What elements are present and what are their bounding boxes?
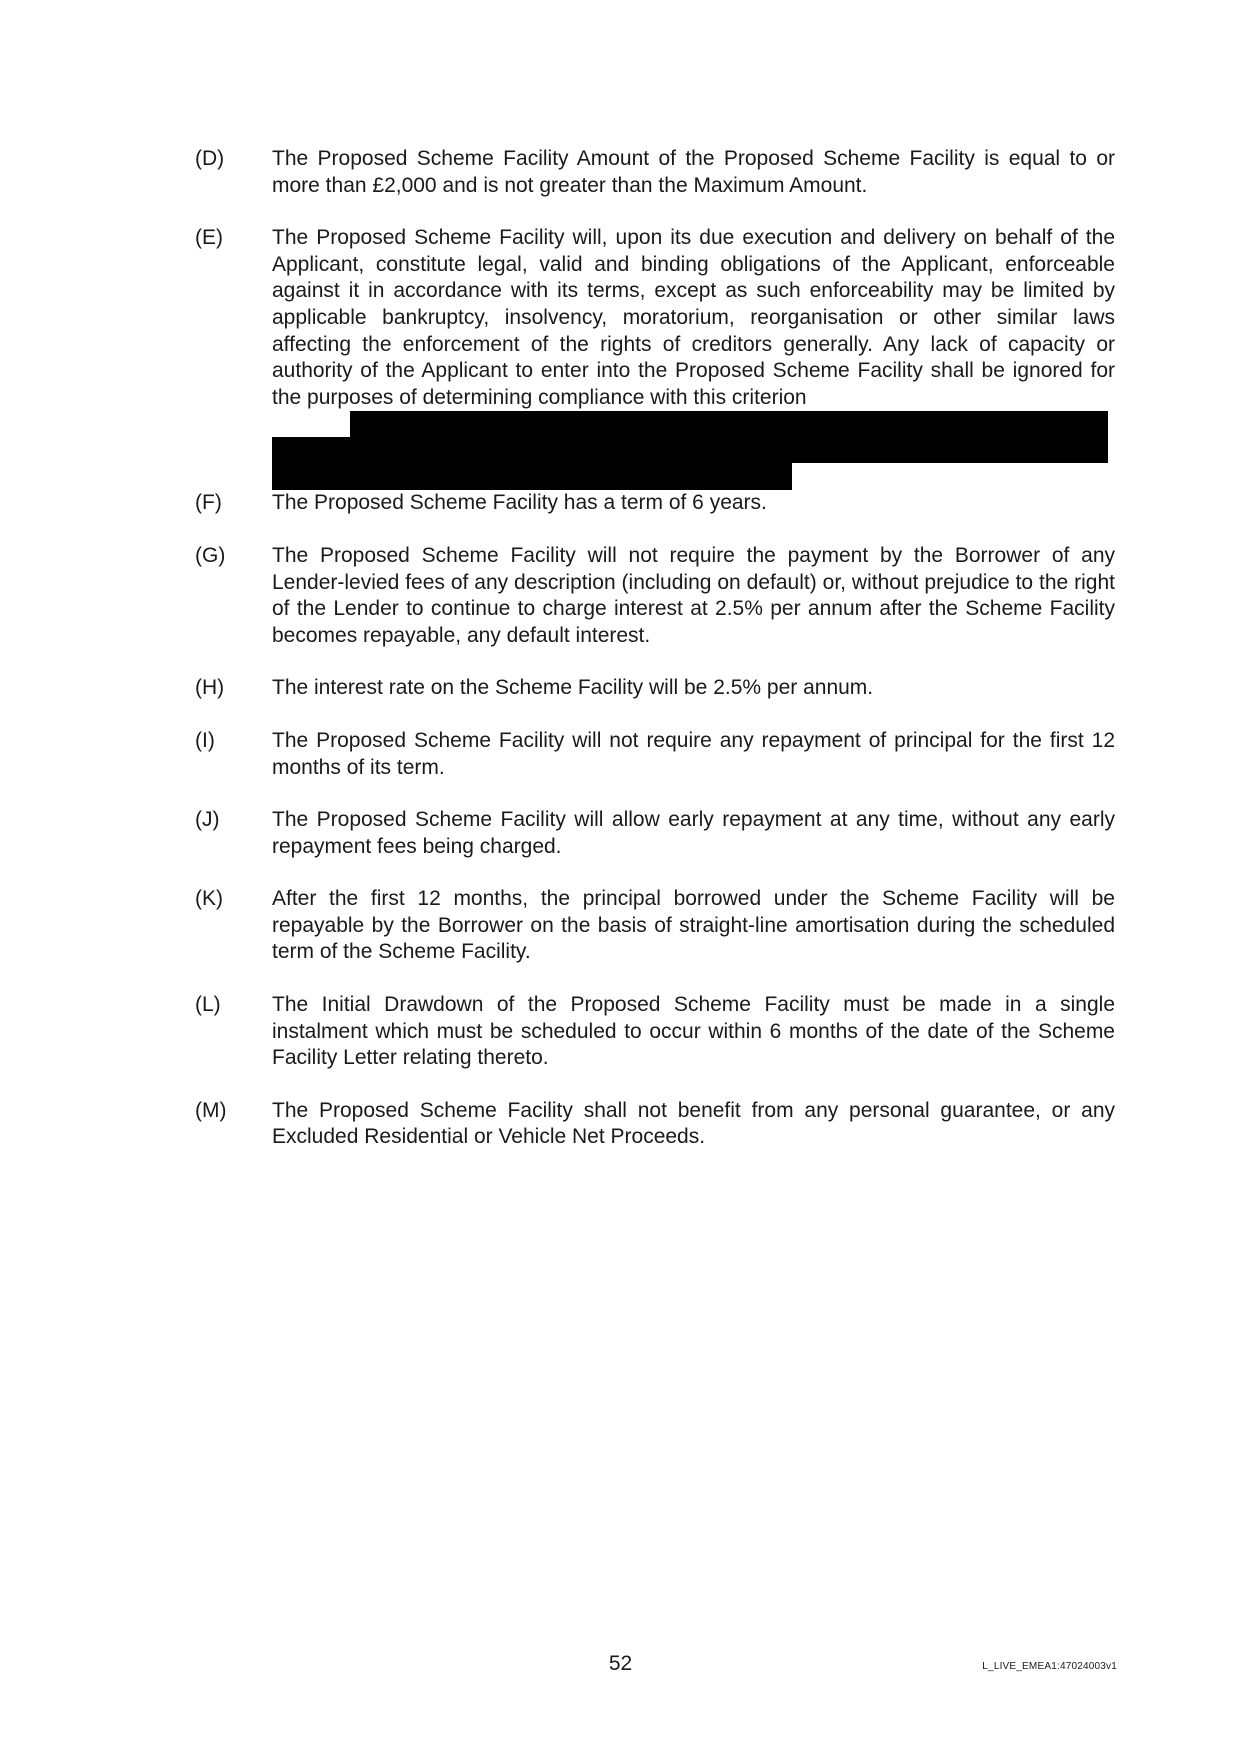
clause-l	[195, 992, 1115, 1072]
clause-label: (G)	[195, 543, 226, 567]
clause-text: After the first 12 months, the principal borrowed under the Scheme Facility will be repayable by the Borrower on the basis of straight-line amortisation during the scheduled term of the Scheme Facility.	[272, 887, 1115, 964]
clause-e	[195, 225, 1115, 464]
clause-label: (L)	[195, 993, 221, 1017]
redacted-paragraph	[272, 225, 1115, 464]
page-number: 52	[608, 1652, 633, 1675]
clause-text: The Proposed Scheme Facility will not require any repayment of principal for the first 12 months of its term.	[272, 728, 1115, 779]
clause-text: The Proposed Scheme Facility shall not benefit from any personal guarantee, or any Excluded Residential or Vehicle Net Proceeds.	[272, 1098, 1115, 1149]
clause-label: (K)	[195, 887, 223, 911]
clause-k	[195, 886, 1115, 966]
clause-label: (M)	[195, 1098, 227, 1122]
clause-j	[195, 807, 1115, 860]
clause-h	[195, 675, 1115, 702]
clause-label: (I)	[195, 728, 215, 752]
clause-text: The interest rate on the Scheme Facility will be 2.5% per annum.	[272, 676, 874, 700]
redaction-block	[272, 437, 792, 490]
clause-f	[195, 490, 1115, 517]
clause-label: (H)	[195, 676, 225, 700]
clause-label: (D)	[195, 147, 225, 170]
clause-m	[195, 1098, 1115, 1151]
clause-text: The Proposed Scheme Facility will allow early repayment at any time, without any early repayment fees being charged.	[272, 808, 1115, 858]
clause-label: (F)	[195, 491, 222, 515]
clause-text: The Proposed Scheme Facility has a term of 6 years.	[272, 491, 767, 515]
clause-g	[195, 543, 1115, 649]
clause-text: The Proposed Scheme Facility will, upon its due execution and delivery on behalf of the Applicant, constitute legal, valid and binding obligations of the Applicant, enforceable against it in accordance with its terms, except as such enforceability may be limited by applicable bankruptcy, insolvency, moratorium, reorganisation or other similar laws affecting the enforcement of the rights of creditors generally. Any lack of capacity or authority of the Applicant to enter into the Proposed Scheme Facility shall be ignored for the purposes of determining compliance with this criterion	[272, 226, 1115, 409]
clause-d	[195, 146, 1115, 199]
clause-label: (J)	[195, 808, 220, 832]
clause-i	[195, 728, 1115, 781]
clause-list	[195, 146, 1115, 1177]
clause-text: The Initial Drawdown of the Proposed Scheme Facility must be made in a single instalment which must be scheduled to occur within 6 months of the date of the Scheme Facility Letter relating thereto.	[272, 993, 1115, 1070]
document-reference: L_LIVE_EMEA1:47024003v1	[982, 1661, 1117, 1672]
clause-text: The Proposed Scheme Facility will not require the payment by the Borrower of any Lender-levied fees of any description (including on default) or, without prejudice to the right of the Lender to continue to charge interest at 2.5% per annum after the Scheme Facility becomes repayable, any default interest.	[272, 543, 1115, 647]
clause-text: The Proposed Scheme Facility Amount of the Proposed Scheme Facility is equal to or more than £2,000 and is not greater than the Maximum Amount.	[272, 147, 1115, 197]
clause-label: (E)	[195, 226, 223, 250]
